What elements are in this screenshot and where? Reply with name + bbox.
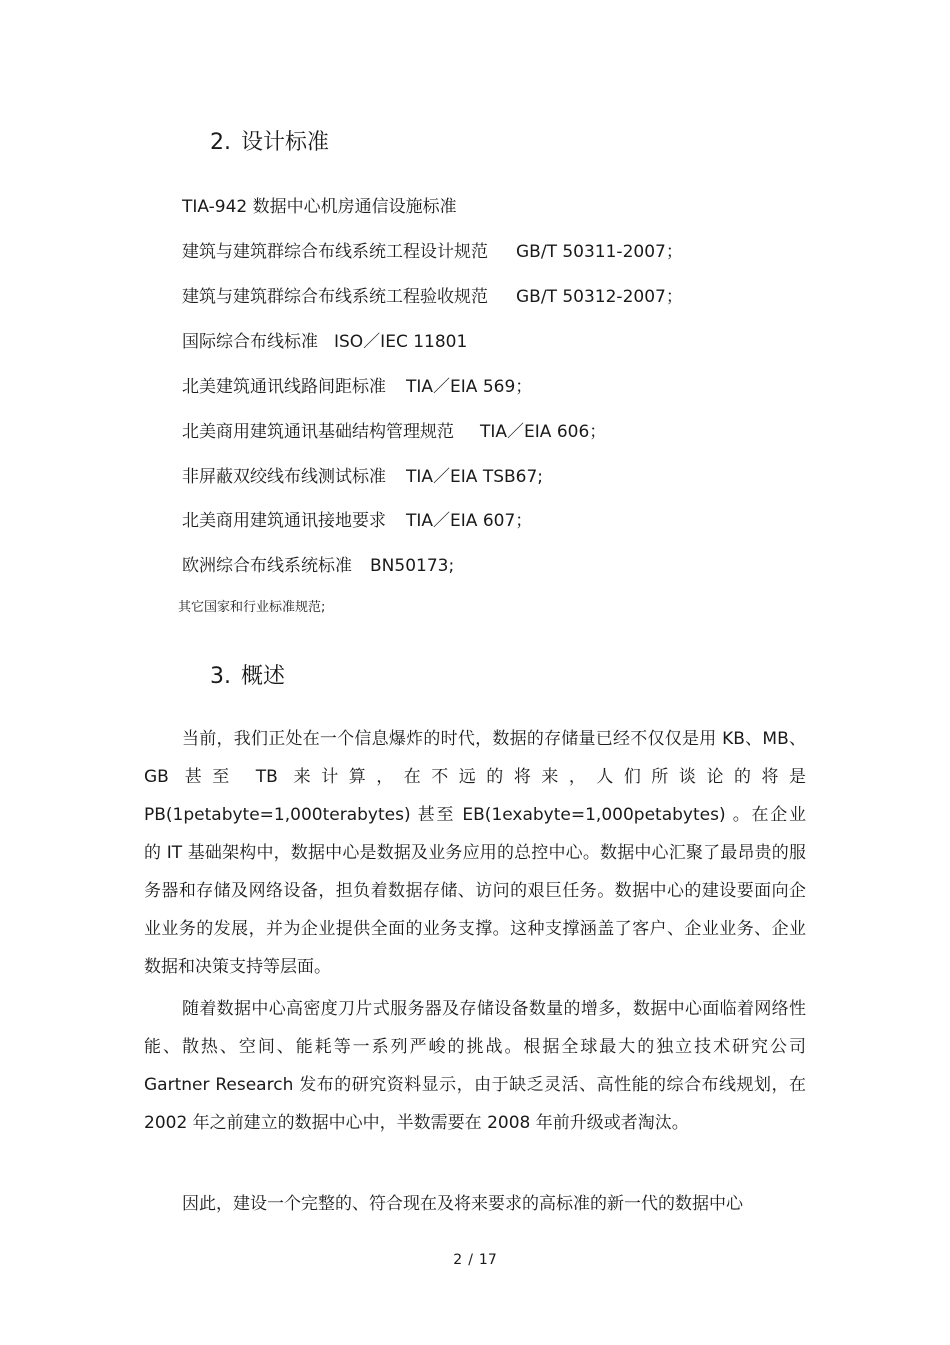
- standard-code: TIA／EIA 569；: [406, 377, 533, 397]
- standard-code: GB∕T 50312-2007；: [516, 287, 683, 307]
- overview-paragraph: 当前，我们正处在一个信息爆炸的时代，数据的存储量已经不仅仅是用 KB、MB、GB 甚至 TB 来计算，在不远的将来，人们所谈论的将是 PB(1petabyte=1,000terabytes) 甚至 EB(1exabyte=1,000petabytes) 。在企业的 IT 基础架构中，数据中心是数据及业务应用的总控中心。数据中心汇聚了最昂贵的服务器和存储及网络设备，担负着数据存储、访问的艰巨任务。数据中心的建设要面向企业业务的发展，并为企业提供全面的业务支撑。这种支撑涵盖了客户、企业业务、企业数据和决策支持等层面。: [144, 729, 806, 977]
- standard-code: ISO／IEC 11801: [334, 332, 468, 352]
- section-title: 设计标准: [241, 130, 330, 155]
- current-page-number: 2: [453, 1252, 463, 1268]
- standard-name: 北美建筑通讯线路间距标准: [182, 377, 386, 397]
- standard-name: 北美商用建筑通讯接地要求: [182, 511, 386, 531]
- section-3-heading: [210, 662, 285, 692]
- standard-item: [182, 285, 683, 309]
- standard-item: [182, 509, 532, 533]
- standard-item: [182, 420, 606, 444]
- standard-name: TIA-942 数据中心机房通信设施标准: [182, 197, 457, 217]
- standard-code: TIA／EIA TSB67;: [406, 467, 544, 487]
- standard-code: TIA／EIA 606；: [480, 422, 607, 442]
- standard-name: 非屏蔽双绞线布线测试标准: [182, 467, 386, 487]
- standard-item: [182, 330, 467, 354]
- page-separator: /: [468, 1252, 473, 1268]
- standard-name: 建筑与建筑群综合布线系统工程验收规范: [182, 287, 488, 307]
- standard-item: [182, 465, 543, 489]
- standard-item: [182, 195, 457, 219]
- total-pages-number: 17: [478, 1252, 497, 1268]
- section-number: 2.: [210, 130, 231, 155]
- standard-name: 建筑与建筑群综合布线系统工程设计规范: [182, 242, 488, 262]
- section-title: 概述: [241, 664, 286, 689]
- standard-name: 国际综合布线标准: [182, 332, 318, 352]
- overview-paragraph: 随着数据中心高密度刀片式服务器及存储设备数量的增多，数据中心面临着网络性能、散热、空间、能耗等一系列严峻的挑战。根据全球最大的独立技术研究公司 Gartner Research 发布的研究资料显示，由于缺乏灵活、高性能的综合布线规划，在 2002 年之前建立的数据中心中，半数需要在 2008 年前升级或者淘汰。: [144, 999, 806, 1133]
- standard-name: 欧洲综合布线系统标准: [182, 556, 352, 576]
- standard-item: [182, 554, 454, 578]
- standard-code: GB∕T 50311-2007；: [516, 242, 683, 262]
- section-number: 3.: [210, 664, 231, 689]
- standard-item: [182, 240, 683, 264]
- overview-paragraph: 因此，建设一个完整的、符合现在及将来要求的高标准的新一代的数据中心: [182, 1194, 743, 1214]
- standard-code: BN50173;: [370, 556, 455, 576]
- section-2-heading: [210, 128, 329, 158]
- page-number-footer: [0, 1250, 950, 1270]
- other-standards-note: 其它国家和行业标准规范;: [178, 600, 326, 615]
- standard-item: [182, 375, 532, 399]
- standard-code: TIA／EIA 607；: [406, 511, 533, 531]
- standard-name: 北美商用建筑通讯基础结构管理规范: [182, 422, 454, 442]
